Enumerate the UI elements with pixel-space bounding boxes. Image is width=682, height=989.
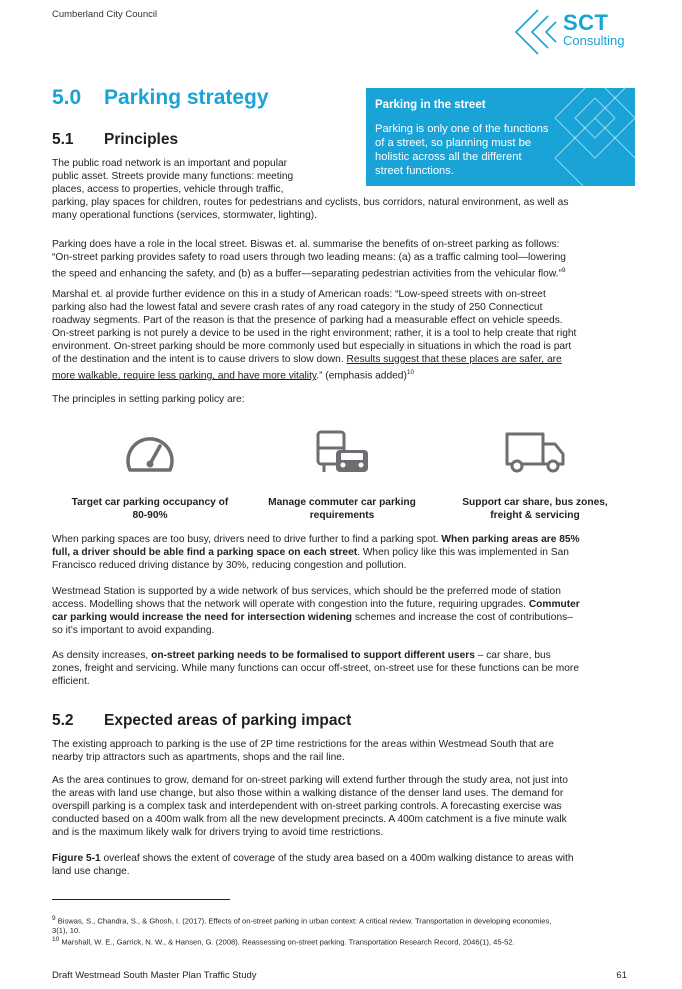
footnote-line <box>52 935 515 947</box>
paragraph-growth <box>52 774 568 839</box>
paragraph-figure-ref <box>52 852 574 878</box>
footnote-number: 9 <box>52 915 56 922</box>
subsection-title: Principles <box>104 131 179 148</box>
text-line: zones, freight and servicing. While many functions can occur off-street, on-street use for these functions can be more <box>52 663 579 674</box>
text-line <box>52 611 580 624</box>
text-span: the speed and enhancing the safety, and (b) as a buffer—separating pedestrian activities from the vehicular flow.” <box>52 268 562 280</box>
text-line: Francisco reduced driving distance by 30%, reducing congestion and pollution. <box>52 560 407 571</box>
footnote-10 <box>52 935 515 947</box>
text-line: Westmead Station is supported by a wide network of bus services, which should be the preferred mode of station <box>52 586 561 597</box>
caption-line: 80-90% <box>132 510 168 521</box>
figure-reference-link[interactable]: Figure 5-1 <box>52 853 101 864</box>
text-line: many operational functions (services, stormwater, lighting). <box>52 210 317 221</box>
text-span: – car share, bus <box>474 650 551 661</box>
section-heading <box>52 86 269 110</box>
text-span: of the destination and the intent is to cause drivers to slow down. <box>52 354 347 365</box>
paragraph-marshal <box>52 288 576 382</box>
text-span: overleaf shows the extent of coverage of the study area based on a 400m walking distance to areas with <box>100 853 574 864</box>
text-line: As the area continues to grow, demand for on-street parking will extend further through the study area, not just into <box>52 775 568 786</box>
callout-text: Parking is only one of the functions of a street, so planning must be holistic across all the different street functions. <box>375 123 549 177</box>
text-line: parking, play spaces for children, routes for pedestrians and cyclists, bus corridors, natural environment, as well as <box>52 197 569 208</box>
text-line: conducted based on a 400m walk from all the new development precincts. A 400m catchment is a five minute walk <box>52 814 567 825</box>
text-line: “On-street parking provides safety to road users through two leading means: (a) as a traffic calming tool—lowering <box>52 252 566 263</box>
text-span: schemes and increase the cost of contributions– <box>352 612 573 623</box>
page-number: 61 <box>616 970 627 981</box>
subsection-number: 5.1 <box>52 131 74 148</box>
text-span: .” (emphasis added) <box>316 370 407 382</box>
principle-caption-occupancy <box>52 496 248 522</box>
text-line <box>52 264 566 280</box>
paragraph-existing-approach <box>52 738 554 764</box>
principle-caption-car-share <box>440 496 630 522</box>
text-line: efficient. <box>52 676 90 687</box>
text-line <box>52 649 579 662</box>
delivery-truck-icon <box>503 428 567 478</box>
footnote-line: 3(1), 10. <box>52 926 81 936</box>
text-span: As density increases, <box>52 650 152 661</box>
text-line: and is the maximum likely walk for drivers trying to avoid time restrictions. <box>52 827 384 838</box>
subsection-heading-principles <box>52 131 178 149</box>
logo-sub: Consulting <box>563 33 625 48</box>
text-span: . When policy like this was implemented in San <box>357 547 569 558</box>
text-line: nearby trip attractors such as apartments, shops and the rail line. <box>52 752 345 763</box>
footnote-text: Biswas, S., Chandra, S., & Ghosh, I. (2017). Effects of on-street parking in urban context: A critical review. Transportation in developing economies, <box>55 916 552 926</box>
text-line: overspill parking is a complex task and interdependent with on-street parking controls. A forecasting exercise was <box>52 801 562 812</box>
footnote-number: 10 <box>52 936 60 943</box>
footnote-ref[interactable]: 9 <box>561 267 566 274</box>
paragraph-westmead-station <box>52 585 580 637</box>
text-line: the areas with land use change, but also those within a walking distance of the denser land uses. The demand for <box>52 788 564 799</box>
text-line <box>52 598 580 611</box>
footnote-9 <box>52 914 551 936</box>
text-line: parking also had the lowest fatal and severe crash rates of any road category in the study of 250 Connecticut <box>52 302 543 313</box>
text-line: roadway segments. Part of the reason is that the presence of parking had a measurable effect on vehicle speeds. <box>52 315 563 326</box>
logo-main: SCT <box>563 10 609 35</box>
paragraph-biswas <box>52 238 566 280</box>
text-line <box>52 852 574 865</box>
emphasis-bold: When parking areas are 85% <box>441 534 580 545</box>
text-line: Parking does have a role in the local street. Biswas et. al. summarise the benefits of on-street parking as follows: <box>52 239 560 250</box>
text-span: access. Modelling shows that the network will operate with congestion into the future, requiring upgrades. <box>52 599 529 610</box>
emphasis-bold: on-street parking needs to be formalised to support different users <box>151 650 475 661</box>
text-line <box>52 533 580 546</box>
caption-line: freight & servicing <box>490 510 580 521</box>
emphasis-underline: Results suggest that these places are safer, are <box>346 354 562 365</box>
text-line <box>52 366 576 382</box>
speedometer-icon <box>120 428 180 478</box>
text-line: places, access to properties, vehicle through traffic, <box>52 184 284 195</box>
caption-line: Target car parking occupancy of <box>71 497 229 508</box>
text-span: When parking spaces are too busy, drivers need to drive further to find a parking spot. <box>52 534 442 545</box>
text-line: The existing approach to parking is the use of 2P time restrictions for the areas within Westmead South that are <box>52 739 554 750</box>
paragraph-principles-intro: The principles in setting parking policy are: <box>52 394 245 405</box>
text-line: On-street parking is not purely a device to be used in the right environment; rather, it is a tool to help create that right <box>52 328 577 339</box>
footer-title: Draft Westmead South Master Plan Traffic Study <box>52 970 257 981</box>
subsection-number: 5.2 <box>52 712 74 729</box>
caption-line: Manage commuter car parking <box>268 497 416 508</box>
callout-title: Parking in the street <box>375 99 486 111</box>
text-line: Marshal et. al provide further evidence on this in a study of American roads: “Low-speed streets with on-street <box>52 289 546 300</box>
caption-line: requirements <box>309 510 375 521</box>
principle-caption-commuter <box>252 496 432 522</box>
paragraph-occupancy <box>52 533 580 572</box>
text-line: land use change. <box>52 866 130 877</box>
emphasis-bold: car parking would increase the need for intersection widening <box>52 612 353 623</box>
header-client: Cumberland City Council <box>52 9 158 20</box>
emphasis-bold: full, a driver should be able find a parking space on each street <box>52 547 358 558</box>
footnote-line <box>52 914 551 926</box>
text-line: The public road network is an important and popular <box>52 158 288 169</box>
section-title: Parking strategy <box>104 86 269 109</box>
caption-line: Support car share, bus zones, <box>462 497 608 508</box>
subsection-heading-parking-impact <box>52 712 351 730</box>
footnote-text: Marshall, W. E., Garrick, N. W., & Hansen, G. (2008). Reassessing on-street parking. Transportation Research Record, 2046(1), 45-52. <box>59 937 515 947</box>
emphasis-underline: more walkable, require less parking, and have more vitality <box>52 370 317 382</box>
section-number: 5.0 <box>52 86 82 109</box>
paragraph-public-road <box>52 157 568 222</box>
text-line <box>52 546 580 559</box>
footnote-ref[interactable]: 10 <box>406 369 415 376</box>
subsection-title: Expected areas of parking impact <box>104 712 352 729</box>
emphasis-bold: Commuter <box>528 599 580 610</box>
paragraph-density <box>52 649 579 688</box>
text-line <box>52 353 576 366</box>
footnote-divider <box>52 899 230 900</box>
text-line: environment. On-street parking should be more commonly used but especially in situations in which the road is part <box>52 341 572 352</box>
bus-car-icon <box>312 428 372 478</box>
text-line: public asset. Streets provide many functions: meeting <box>52 171 294 182</box>
text-line: so it’s important to avoid expanding. <box>52 625 215 636</box>
